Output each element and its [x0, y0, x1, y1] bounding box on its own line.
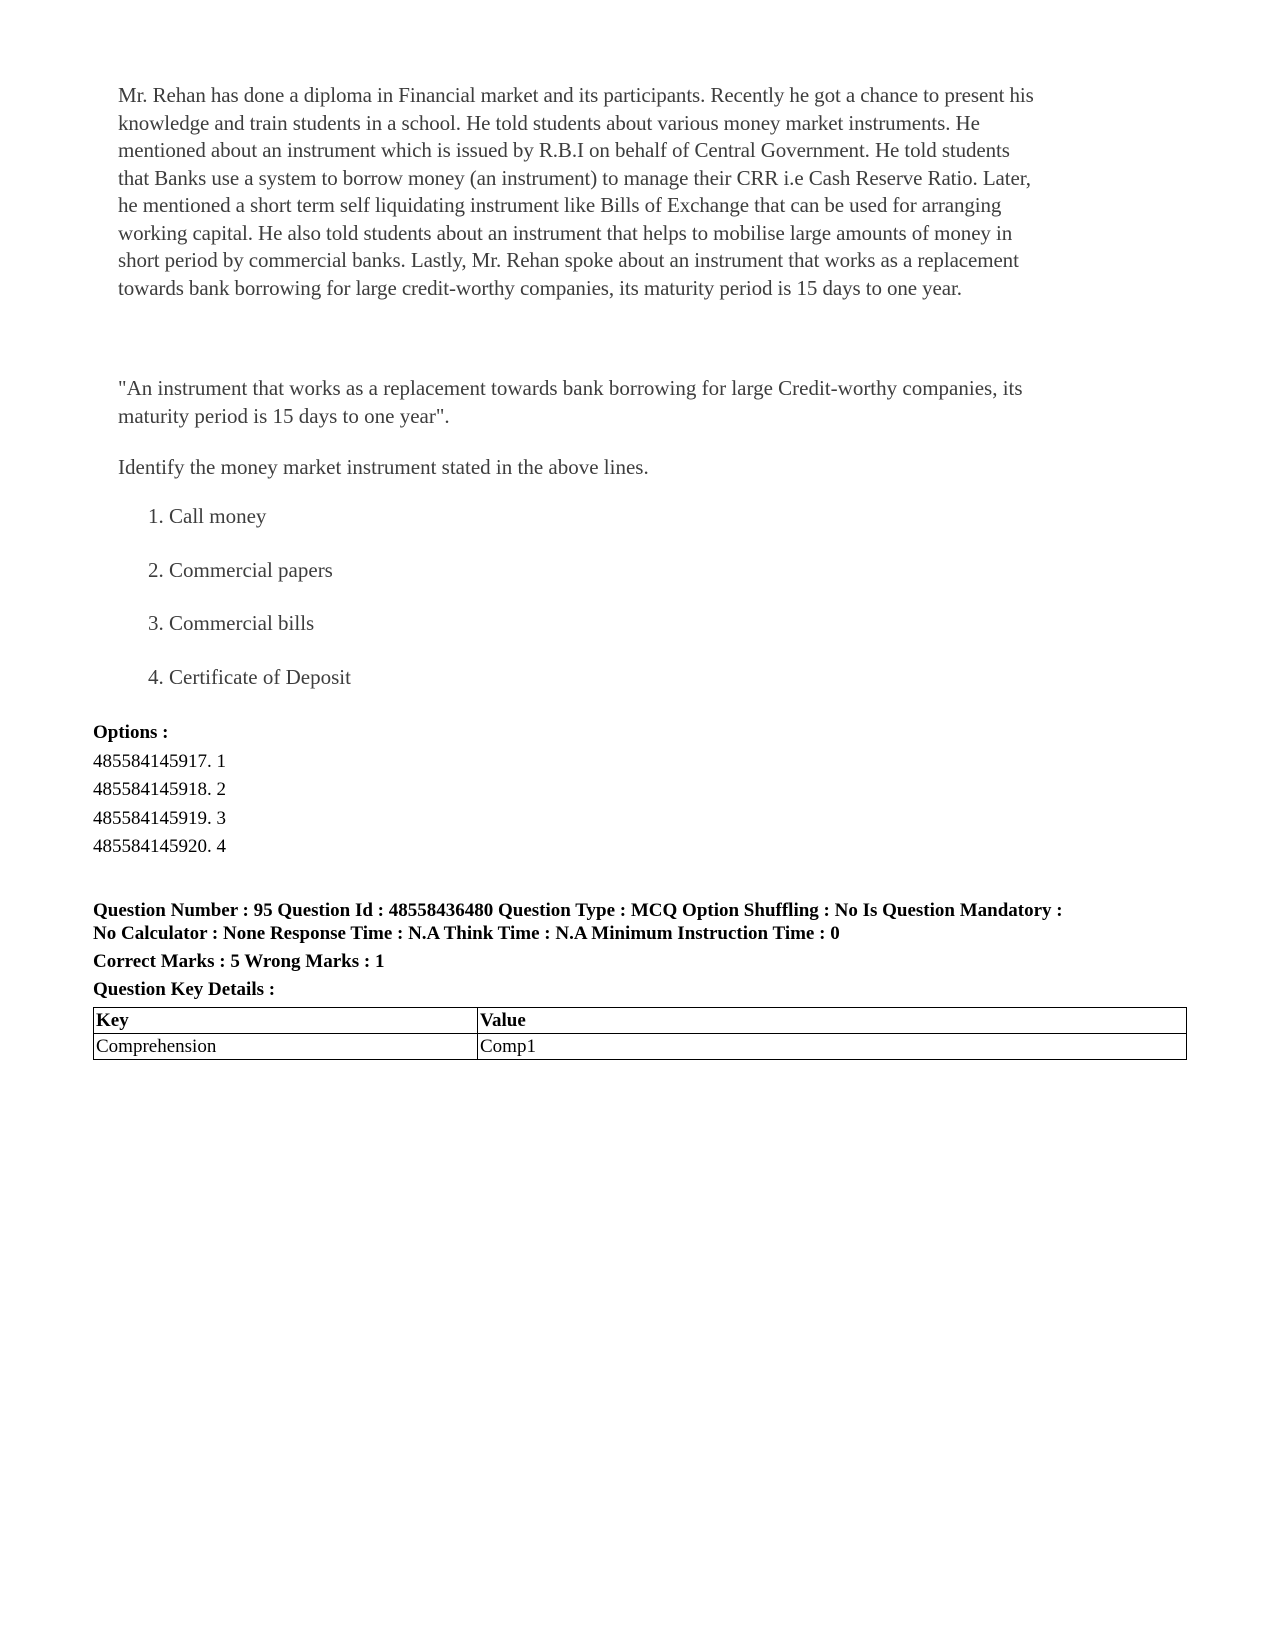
passage-line: short period by commercial banks. Lastly, Mr. Rehan spoke about an instrument that works as a replacement — [118, 248, 1019, 272]
option-item: 485584145920. 4 — [93, 836, 226, 857]
comprehension-passage — [118, 82, 1178, 302]
question-meta-line: Question Number : 95 Question Id : 48558436480 Question Type : MCQ Option Shuffling : No Is Question Mandatory : — [93, 900, 1063, 921]
table-header-row — [94, 1008, 1187, 1034]
options-list — [93, 719, 226, 862]
choice-item: 4. Certificate of Deposit — [148, 664, 351, 689]
option-item: 485584145917. 1 — [93, 750, 226, 772]
table-row — [94, 1034, 1187, 1060]
key-details-label: Question Key Details : — [93, 979, 276, 1000]
quote-line: "An instrument that works as a replacement towards bank borrowing for large Credit-worthy companies, its — [118, 376, 1023, 400]
quoted-statement — [118, 374, 1178, 430]
question-image — [100, 72, 1180, 702]
passage-line: working capital. He also told students about an instrument that helps to mobilise large amounts of money in — [118, 220, 1013, 245]
question-prompt: Identify the money market instrument stated in the above lines. — [118, 455, 649, 479]
table-cell-key: Comprehension — [94, 1034, 478, 1060]
passage-line: towards bank borrowing for large credit-worthy companies, its maturity period is 15 days to one year. — [118, 275, 962, 300]
option-item: 485584145919. 3 — [93, 807, 226, 829]
passage-line: mentioned about an instrument which is issued by R.B.I on behalf of Central Government. He told students — [118, 138, 1010, 162]
passage-line: knowledge and train students in a school. He told students about various money market instruments. He — [118, 110, 980, 135]
answer-choices — [148, 502, 351, 716]
question-key-table — [93, 1007, 1187, 1060]
question-metadata — [93, 899, 1193, 1001]
passage-line: he mentioned a short term self liquidating instrument like Bills of Exchange that can be used for arranging — [118, 193, 1002, 217]
column-header-key: Key — [94, 1008, 478, 1034]
quote-line: maturity period is 15 days to one year". — [118, 404, 450, 428]
question-meta-line: No Calculator : None Response Time : N.A Think Time : N.A Minimum Instruction Time : 0 — [93, 923, 840, 944]
options-heading: Options : — [93, 722, 169, 743]
choice-item: 1. Call money — [148, 504, 267, 528]
column-header-value: Value — [478, 1008, 1187, 1034]
option-item: 485584145918. 2 — [93, 779, 226, 800]
choice-item: 3. Commercial bills — [148, 611, 315, 635]
passage-line: that Banks use a system to borrow money (an instrument) to manage their CRR i.e Cash Reserve Ratio. Later, — [118, 165, 1031, 190]
marks-line: Correct Marks : 5 Wrong Marks : 1 — [93, 951, 385, 972]
choice-item: 2. Commercial papers — [148, 557, 333, 582]
passage-line: Mr. Rehan has done a diploma in Financial market and its participants. Recently he got a chance to present his — [118, 83, 1034, 107]
table-cell-value: Comp1 — [478, 1034, 1187, 1060]
